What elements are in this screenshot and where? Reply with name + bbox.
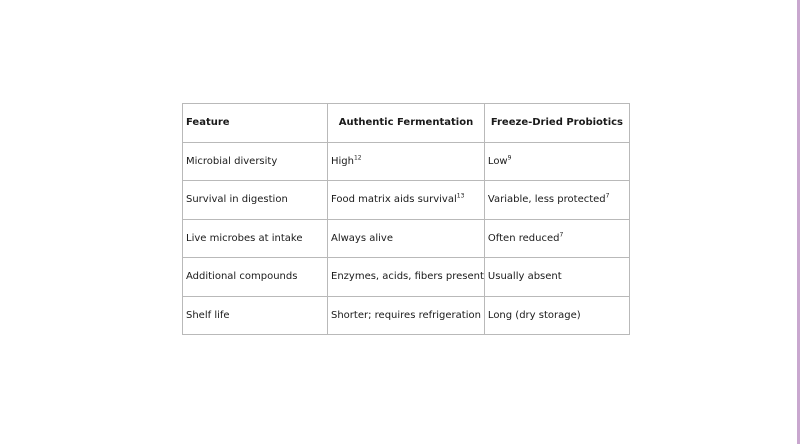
cell-text: Low [487,155,508,167]
reference-superscript: 9 [507,154,512,162]
cell-text: Variable, less protected [487,194,606,206]
fermentation-cell: Always alive [328,219,485,258]
feature-cell: Microbial diversity [183,142,328,181]
comparison-table [182,103,630,335]
cell-text: Often reduced [487,232,560,244]
table-row [183,181,630,220]
header-freeze-dried-probiotics: Freeze-Dried Probiotics [484,104,629,143]
freeze-dried-cell: Long (dry storage) [484,296,629,335]
table-row [183,142,630,181]
reference-superscript: 7 [605,192,610,200]
table-row [183,219,630,258]
reference-superscript: 13 [456,192,465,200]
header-authentic-fermentation: Authentic Fermentation [328,104,485,143]
freeze-dried-cell [484,219,629,258]
reference-superscript: 12 [353,154,362,162]
fermentation-cell: Enzymes, acids, fibers present [328,258,485,297]
fermentation-cell [328,181,485,220]
reference-superscript: 7 [559,231,564,239]
feature-cell: Survival in digestion [183,181,328,220]
freeze-dried-cell [484,142,629,181]
feature-cell: Additional compounds [183,258,328,297]
table-row [183,258,630,297]
freeze-dried-cell: Usually absent [484,258,629,297]
fermentation-cell: Shorter; requires refrigeration [328,296,485,335]
fermentation-cell [328,142,485,181]
header-feature: Feature [183,104,328,143]
table-header-row [183,104,630,143]
cell-text: High [331,155,354,167]
feature-cell: Shelf life [183,296,328,335]
table-row [183,296,630,335]
feature-cell: Live microbes at intake [183,219,328,258]
freeze-dried-cell [484,181,629,220]
cell-text: Food matrix aids survival [331,194,457,206]
